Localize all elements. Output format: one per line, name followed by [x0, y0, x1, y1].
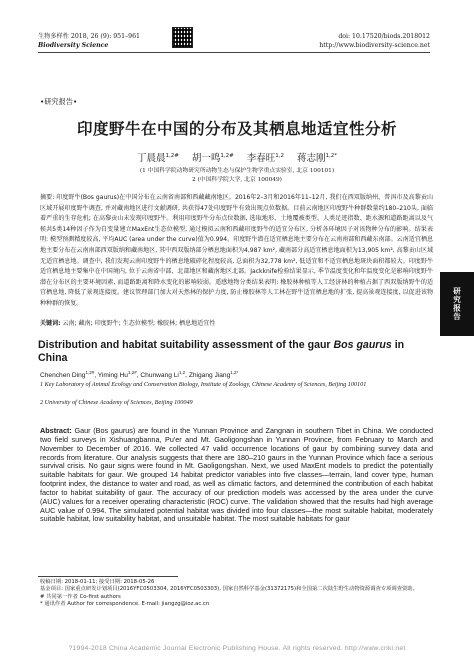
section-tag: •研究报告•: [40, 97, 78, 106]
author-en: Zhigang Jiang$^{1,2*}$: [188, 370, 239, 380]
title-cn: 印度野牛在中国的分布及其栖息地适宜性分析: [76, 120, 397, 138]
author-en: Chenchen Ding$^{1,2\#}$: [40, 370, 95, 380]
section-side-tab: [440, 272, 474, 336]
author-cn: 李春旺$^{1,2}$: [246, 152, 285, 164]
doi-text[interactable]: doi: 10.17520/biods.2018012: [338, 33, 430, 40]
author-cn: 蒋志刚$^{1,2*}$: [297, 152, 338, 164]
abstract-en-text: Gaur (Bos gaurus) are found in the Yunnan Province and Zangnan in southern Tibet in China. We conducted two field surveys in Xishuangbanna, Pu'er and Mt. Gaoligongshan in Yunnan Province, from February to March and November to December of 2016. We collected 47 valid occurrence locations of gaur by combining survey data and records from literature. Our analysis suggests that there are 180–210 gaurs in the Yunnan Province which face a serious survival crisis. No gaur signs were found in Mt. Gaoligongshan. Next, we used MaxEnt models to predict the potentially suitable habitats for gaur. We grouped 14 habitat predictor variables into five classes—terrain, land cover type, human footprint index, the distance to water and road, as well as climatic factors, and determined the contribution of each habitat factor to habitat suitability of gaur. The accuracy of our prediction models was accessed by the area under the curve (AUC) values for a receiver operating characteristic (ROC) curve. The validation showed that the results had high average AUC value of 0.994. The simulated potential habitat was divided into four classes—the most suitable habitat, moderately suitable habitat, low suitability habitat, and unsuitable habitat. The most suitable habitats for gaur: [40, 426, 433, 524]
journal-name-en: Biodiversity Science: [38, 42, 109, 49]
journal-url[interactable]: http://www.biodiversity-science.net: [319, 42, 430, 49]
keywords-cn: [40, 319, 433, 329]
abstract-en-label: Abstract:: [40, 426, 72, 435]
affiliation-cn: (1 中国科学院动物研究所动物生态与保护生物学重点实验室, 北京 100101): [139, 168, 335, 174]
author-cn: 胡一鸣$^{1,2\#}$: [191, 152, 234, 164]
authors-cn: [0, 150, 474, 164]
abstract-en: [40, 427, 433, 524]
footnote-correspondence: * 通讯作者 Author for correspondence. E-mail: jiangzg@ioz.ac.cn: [40, 600, 210, 607]
journal-header-right: [319, 32, 430, 50]
title-en: Distribution and habitat suitability assessment of the gaur Bos gaurus in China: [38, 339, 405, 364]
authors-en: Chenchen Ding$^{1,2\#}$, Yiming $Hu^{1,2\#}$, Chunwang Li$^{1,2}$, Zhigang Jiang$^{1,2*}$: [40, 370, 239, 380]
journal-issue-line: 生物多样性 2018, 26 (9): 951–961: [38, 33, 140, 40]
footnotes: [40, 579, 433, 608]
abstract-cn: 摘要: 印度野牛(Bos gaurus)在中国分布在云南省南部和西藏藏南地区。2016年2–3月和2016年11–12月, 我们在西双版纳州、普洱市及高黎贡山区域开展印度野牛调查, 并对藏南地区进行文献调研, 共获得47处印度野牛有效出现点位数据。目前云南地区印度野牛种群数量约180–210头, 面临着严重的生存危机; 在高黎贡山未发现印度野牛。利用印度野牛分布点位数据, 选取地形、土地覆被类型、人类足迹指数、距水源和道路距离以及气候共5类14种因子作为自变量建立MaxEnt生态位模型, 通过模拟云南和西藏印度野牛的适宜分布区, 分析各环境因子对该物种分布的影响。结果表明: 模型预测精度较高, 平均AUC (area under the curve)值为0.994。印度野牛潜在适宜栖息地主要分布在云南南部和西藏东南部。云南适宜栖息地主要分布在云南南部西双版纳和藏南地区, 其中西双版纳部分栖息地面积为4,987 km², 藏南部分高适宜栖息地面积为13,905 km², 高黎贡山区域无适宜栖息地。调查中, 我们发现云南印度野牛的栖息地破碎化程度较高, 总面积为32,778 km², 低适宜和不适宜栖息地斑块面积都较大。印度野牛适宜栖息地主要集中在中国境内, 位于云南省中部、北部地区和藏南地区北部。Jackknife检验结果显示, 季节温度变化和年温度变化是影响印度野牛潜在分布区的主要环境因素, 而道路距离和降水变化的影响较弱。遥感地物分类结果表明: 橡胶林种植等人工经济林的种植占据了西双版纳野牛的适宜栖息地, 降低了景观连接度。建议管理部门加大对天然林的保护力度, 防止橡胶林等人工林在野牛适宜栖息地的扩张, 提高景观连接度, 以促进该物种种群的恢复。: [40, 194, 433, 307]
copyright-watermark: ?1994-2018 China Academic Journal Electronic Publishing House. All rights reserved. http://www.cnki.net: [68, 645, 406, 652]
author-en: Yiming $Hu^{1,2\#}$: [97, 370, 137, 380]
author-en: Chunwang Li$^{1,2}$: [140, 370, 186, 380]
journal-header-left: [38, 32, 140, 50]
footnote-funding: 基金项目: 国家重点研发计划项目(2016YFC0503304, 2016YFC0503303), 国家自然科学基金(31372175)和全国第二次陆生野生动物资源调查专项调查资助。: [40, 586, 418, 593]
side-tab-label: 研究报告: [452, 287, 462, 321]
keywords-cn-label: 关键词:: [40, 320, 61, 327]
affiliation-en: 2 University of Chinese Academy of Sciences, Beijing 100049: [40, 399, 193, 406]
keywords-cn-list: 云南; 藏南; 印度野牛; 生态位模型; 橡胶林; 栖息地适宜性: [62, 320, 216, 327]
footnote-rule: [38, 576, 178, 577]
footnote-dates: 收稿日期: 2018-01-11; 接受日期: 2018-05-26: [40, 579, 155, 585]
header-rule: [38, 52, 430, 53]
qr-code-icon: [172, 27, 193, 48]
author-cn: 丁晨晨$^{1,2\#}$: [136, 152, 179, 164]
footnote-cofirst: # 共同第一作者 Co-first authors: [40, 593, 121, 600]
affiliation-cn: 2 (中国科学院大学, 北京 100049): [192, 177, 282, 183]
affiliation-en: 1 Key Laboratory of Animal Ecology and Conservation Biology, Institute of Zoology, Chinese Academy of Sciences, Beijing 100101: [40, 381, 367, 388]
